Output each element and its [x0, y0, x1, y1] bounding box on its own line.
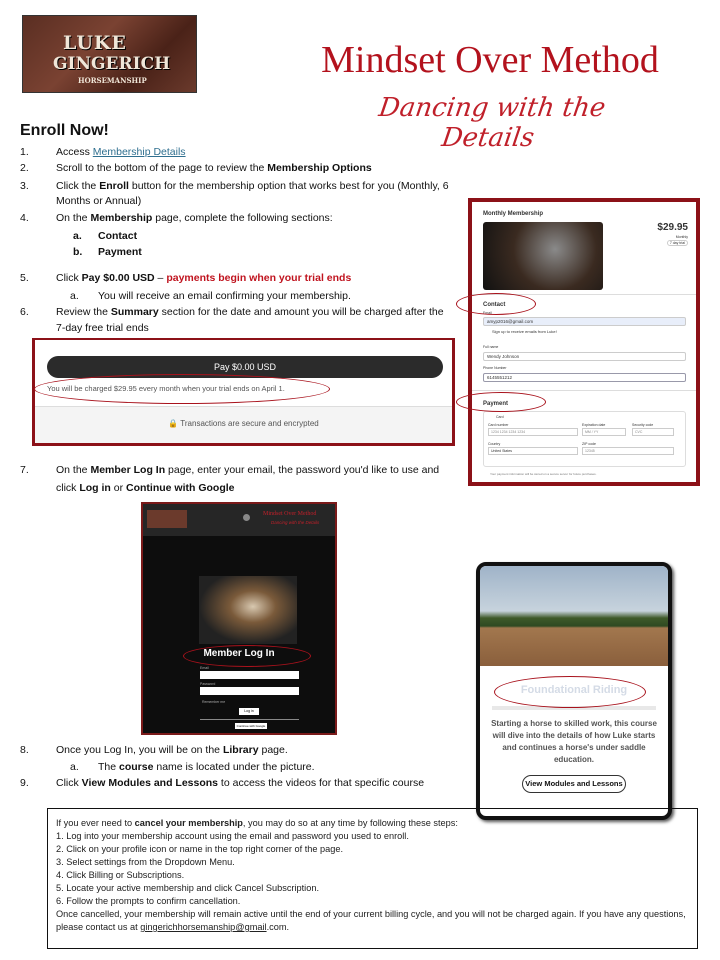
step-text: Click [56, 777, 82, 789]
zip-field: 12345 [582, 447, 674, 455]
step-text: 7-day free trial ends [56, 322, 149, 334]
view-modules-button: View Modules and Lessons [522, 775, 626, 793]
login-screenshot [141, 502, 337, 735]
cancel-step: 4. Click Billing or Subscriptions. [56, 870, 185, 880]
step-text: Access [56, 146, 93, 158]
step-number: 3. [20, 180, 29, 192]
enroll-heading: Enroll Now! [20, 122, 109, 139]
step-text: On the [56, 464, 91, 476]
step-number: 2. [20, 162, 29, 174]
substep-letter: a. [70, 290, 79, 302]
step-text: page, enter your email, the password you'd like to use and [165, 464, 440, 476]
price-period: Monthly [675, 235, 688, 239]
substep-letter: a. [70, 761, 79, 773]
divider [200, 719, 299, 720]
charge-notice: You will be charged $29.95 every month when your trial ends on April 1. [47, 384, 285, 393]
substep-payment: Payment [98, 246, 142, 258]
step-bold: Library [222, 744, 259, 756]
step-bold: Member Log In [90, 464, 166, 476]
step-bold: Enroll [99, 180, 129, 192]
step-bold: Membership Options [267, 162, 372, 174]
cancel-step: 2. Click on your profile icon or name in the top right corner of the page. [56, 844, 344, 854]
cancel-text: If you ever need to [56, 818, 135, 828]
password-input [200, 687, 299, 695]
remember-checkbox: Remember me [202, 700, 226, 704]
login-heading: Member Log In [203, 648, 275, 659]
avatar-icon [243, 514, 250, 521]
course-name: Foundational Riding [520, 684, 628, 696]
highlight-ellipse [34, 374, 330, 404]
step-text: button for the membership option that works best for you (Monthly, 6 [128, 180, 449, 192]
rider-photo [480, 566, 668, 666]
logo-text: HORSEMANSHIP [78, 76, 147, 85]
page-subtitle: Dancing with the Details [376, 93, 608, 153]
horses-photo [483, 222, 603, 290]
logo-text: LUKE [63, 32, 127, 54]
email-label: Email [483, 311, 492, 315]
exp-field: MM / YY [582, 428, 626, 436]
step-text: Click the [56, 180, 100, 192]
step-number: 4. [20, 212, 29, 224]
step-number: 1. [20, 146, 29, 158]
cancel-step: 3. Select settings from the Dropdown Menu. [56, 857, 235, 867]
step-text: The [98, 761, 120, 773]
cancel-bold: cancel your membership [134, 818, 243, 828]
secure-notice [35, 406, 452, 443]
card-number-field: 1234 1234 1234 1234 [488, 428, 578, 436]
membership-screenshot [468, 198, 700, 486]
contact-email-link[interactable]: gingerichhorsemanship@gmail [140, 922, 267, 932]
step-bold: Continue with Google [126, 482, 235, 494]
step-bold: View Modules and Lessons [81, 777, 219, 789]
secure-text: Transactions are secure and encrypted [180, 419, 319, 428]
cancel-step: 5. Locate your active membership and click Cancel Subscription. [56, 883, 319, 893]
step-text: page. [258, 744, 288, 756]
highlight-ellipse [183, 645, 311, 667]
trial-badge: 7 day trial [667, 240, 688, 246]
step-bold: course [119, 761, 154, 773]
membership-title: Monthly Membership [483, 211, 544, 217]
substep-text: You will receive an email confirming your membership. [98, 290, 351, 302]
zip-label: ZIP code [582, 442, 596, 446]
phone-field: 6145551212 [483, 373, 686, 382]
step-bold: Pay $0.00 USD [81, 272, 155, 284]
step-text: – [154, 272, 167, 284]
step-number: 8. [20, 744, 29, 756]
cancel-intro [56, 817, 689, 830]
email-field: amyp2016@gmail.com [483, 317, 686, 326]
step-text: section for the date and amount you will be charged after the [158, 306, 444, 318]
step-text: or [110, 482, 127, 494]
logo-text: GINGERICH [53, 54, 171, 74]
cancel-instructions [47, 808, 698, 949]
step-text: click [56, 482, 80, 494]
step-text: Once you Log In, you will be on the [56, 744, 223, 756]
highlight-ellipse [494, 676, 646, 708]
cvc-label: Security code [632, 423, 654, 427]
card-panel [483, 411, 686, 467]
cancel-text: .com. [266, 922, 290, 932]
cancel-text: Once cancelled, your membership will remain active until the end of your current billing cycle, and you will not be charged again. If you have any questions, please contact us at [56, 909, 686, 932]
highlight-ellipse [456, 392, 546, 412]
step-number: 5. [20, 272, 29, 284]
cancel-step: 1. Log into your membership account using the email and password you used to enroll. [56, 831, 409, 841]
step-text: Scroll to the bottom of the page to review the [56, 162, 268, 174]
step-bold: Membership [90, 212, 153, 224]
substep-contact: Contact [98, 230, 138, 242]
phone-label: Phone Number [483, 366, 507, 370]
cancel-text: , you may do so at any time by following these steps: [242, 818, 458, 828]
login-logo [147, 510, 187, 528]
logo [22, 15, 197, 93]
country-select: United States [488, 447, 578, 455]
cancel-step: 6. Follow the prompts to confirm cancellation. [56, 896, 241, 906]
payment-heading: Payment [483, 401, 509, 407]
step-number: 6. [20, 306, 29, 318]
page-title: Mindset Over Method [321, 39, 659, 81]
email-input [200, 671, 299, 679]
card-option: Card [496, 415, 504, 419]
membership-details-link[interactable]: Membership Details [92, 146, 186, 158]
price: $29.95 [657, 222, 688, 233]
step-number: 9. [20, 777, 29, 789]
step-bold: Log in [79, 482, 111, 494]
step-text: page, complete the following sections: [152, 212, 333, 224]
step-bold: Summary [110, 306, 159, 318]
login-site-subtitle: Dancing with the Details [271, 520, 320, 525]
substep-letter: a. [73, 230, 82, 242]
substep-letter: b. [73, 246, 83, 258]
step-text: name is located under the picture. [153, 761, 315, 773]
step-highlight: payments begin when your trial ends [166, 272, 352, 284]
country-label: Country [488, 442, 501, 446]
fullname-field: Wendy Johnson [483, 352, 686, 361]
fullname-label: Full name [483, 345, 499, 349]
step-text: Months or Annual) [56, 195, 142, 207]
cancel-outro [56, 908, 689, 934]
step-number: 7. [20, 464, 29, 476]
card-label: Card number [488, 423, 509, 427]
course-description: Starting a horse to skilled work, this course will dive into the details of how Luke starts and continues a horse's under saddle education. [491, 719, 657, 764]
google-button: Continue with Google [236, 724, 266, 728]
email-label: Email [200, 666, 209, 670]
password-label: Password [200, 682, 216, 686]
cvc-field: CVC [632, 428, 674, 436]
pay-button: Pay $0.00 USD [47, 356, 443, 378]
step-text: On the [56, 212, 91, 224]
horse-photo [199, 576, 297, 644]
exp-label: Expiration date [582, 423, 606, 427]
lock-icon: 🔒 [168, 419, 181, 428]
step-text: to access the videos for that specific course [218, 777, 425, 789]
payment-note: Your payment information will be stored on a secure server for future purchases. [490, 472, 597, 476]
step-text: Review the [56, 306, 111, 318]
login-site-title: Mindset Over Method [263, 511, 317, 517]
login-button: Log in [239, 708, 259, 715]
step-text: Click [56, 272, 82, 284]
signup-checkbox: Sign up to receive emails from Luke! [492, 329, 557, 334]
highlight-ellipse [456, 293, 536, 315]
contact-heading: Contact [483, 302, 506, 308]
